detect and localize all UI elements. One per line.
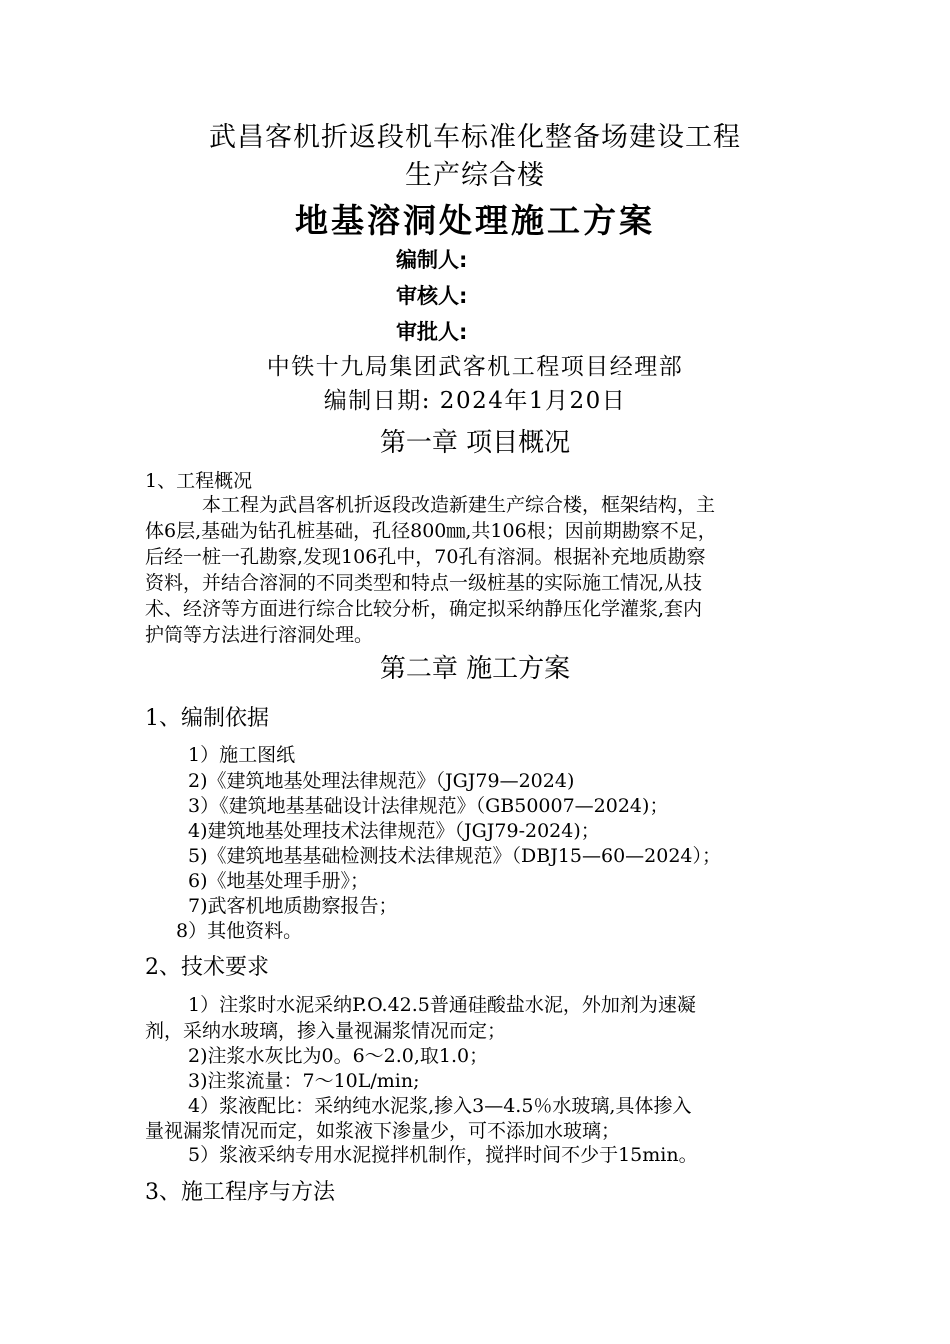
tech-line: 剂，采纳水玻璃，掺入量视漏浆情况而定； bbox=[145, 1020, 507, 1042]
tech-line: 量视漏浆情况而定，如浆液下渗量少，可不添加水玻璃； bbox=[145, 1120, 621, 1142]
project-title-line2: 生产综合楼 bbox=[405, 160, 545, 191]
organization-name: 中铁十九局集团武客机工程项目经理部 bbox=[266, 354, 684, 380]
paragraph-line: 体6层,基础为钻孔桩基础，孔径800㎜,共106根；因前期勘察不足， bbox=[145, 520, 717, 542]
tech-line: 4）浆液配比：采纳纯水泥浆,掺入3—4.5％水玻璃,具体掺入 bbox=[188, 1095, 692, 1117]
section-title-overview: 1、工程概况 bbox=[145, 470, 253, 492]
paragraph-line: 本工程为武昌客机折返段改造新建生产综合楼，框架结构，主 bbox=[202, 494, 716, 516]
document-main-title: 地基溶洞处理施工方案 bbox=[295, 201, 655, 240]
basis-item: 2)《建筑地基处理法律规范》（JGJ79—2024) bbox=[188, 770, 575, 792]
paragraph-line: 资料，并结合溶洞的不同类型和特点一级桩基的实际施工情况,从技 bbox=[145, 572, 703, 594]
project-title-line1: 武昌客机折返段机车标准化整备场建设工程 bbox=[209, 122, 741, 153]
paragraph-line: 后经一桩一孔勘察,发现106孔中，70孔有溶洞。根据补充地质勘察 bbox=[145, 546, 706, 568]
basis-item: 1）施工图纸 bbox=[188, 744, 296, 766]
approver-label: 审批人: bbox=[396, 320, 468, 344]
basis-item: 8）其他资料。 bbox=[176, 920, 303, 942]
section-title-technical: 2、技术要求 bbox=[145, 955, 269, 980]
tech-line: 2)注浆水灰比为0。6～2.0,取1.0； bbox=[188, 1045, 489, 1067]
reviewer-label: 审核人: bbox=[396, 284, 468, 308]
basis-item: 3）《建筑地基基础设计法律规范》（GB50007—2024)； bbox=[188, 795, 669, 817]
tech-line: 1）注浆时水泥采纳P.O.42.5普通硅酸盐水泥，外加剂为速凝 bbox=[188, 994, 696, 1016]
basis-item: 5)《建筑地基基础检测技术法律规范》（DBJ15—60—2024）； bbox=[188, 845, 722, 867]
basis-item: 6)《地基处理手册》； bbox=[188, 870, 370, 892]
compile-date: 编制日期: 2024年1月20日 bbox=[323, 388, 627, 414]
compiler-label: 编制人: bbox=[396, 248, 468, 272]
section-title-procedure: 3、施工程序与方法 bbox=[145, 1180, 335, 1205]
basis-item: 4)建筑地基处理技术法律规范》（JGJ79-2024)； bbox=[188, 820, 600, 842]
section-title-basis: 1、编制依据 bbox=[145, 706, 269, 731]
paragraph-line: 护筒等方法进行溶洞处理。 bbox=[145, 624, 374, 646]
tech-line: 3)注浆流量：7～10L/min; bbox=[188, 1070, 420, 1092]
paragraph-line: 术、经济等方面进行综合比较分析，确定拟采纳静压化学灌浆,套内 bbox=[145, 598, 703, 620]
chapter1-heading: 第一章 项目概况 bbox=[379, 428, 571, 458]
tech-line: 5）浆液采纳专用水泥搅拌机制作，搅拌时间不少于15min。 bbox=[188, 1144, 698, 1166]
basis-item: 7)武客机地质勘察报告； bbox=[188, 895, 398, 917]
chapter2-heading: 第二章 施工方案 bbox=[379, 654, 571, 684]
